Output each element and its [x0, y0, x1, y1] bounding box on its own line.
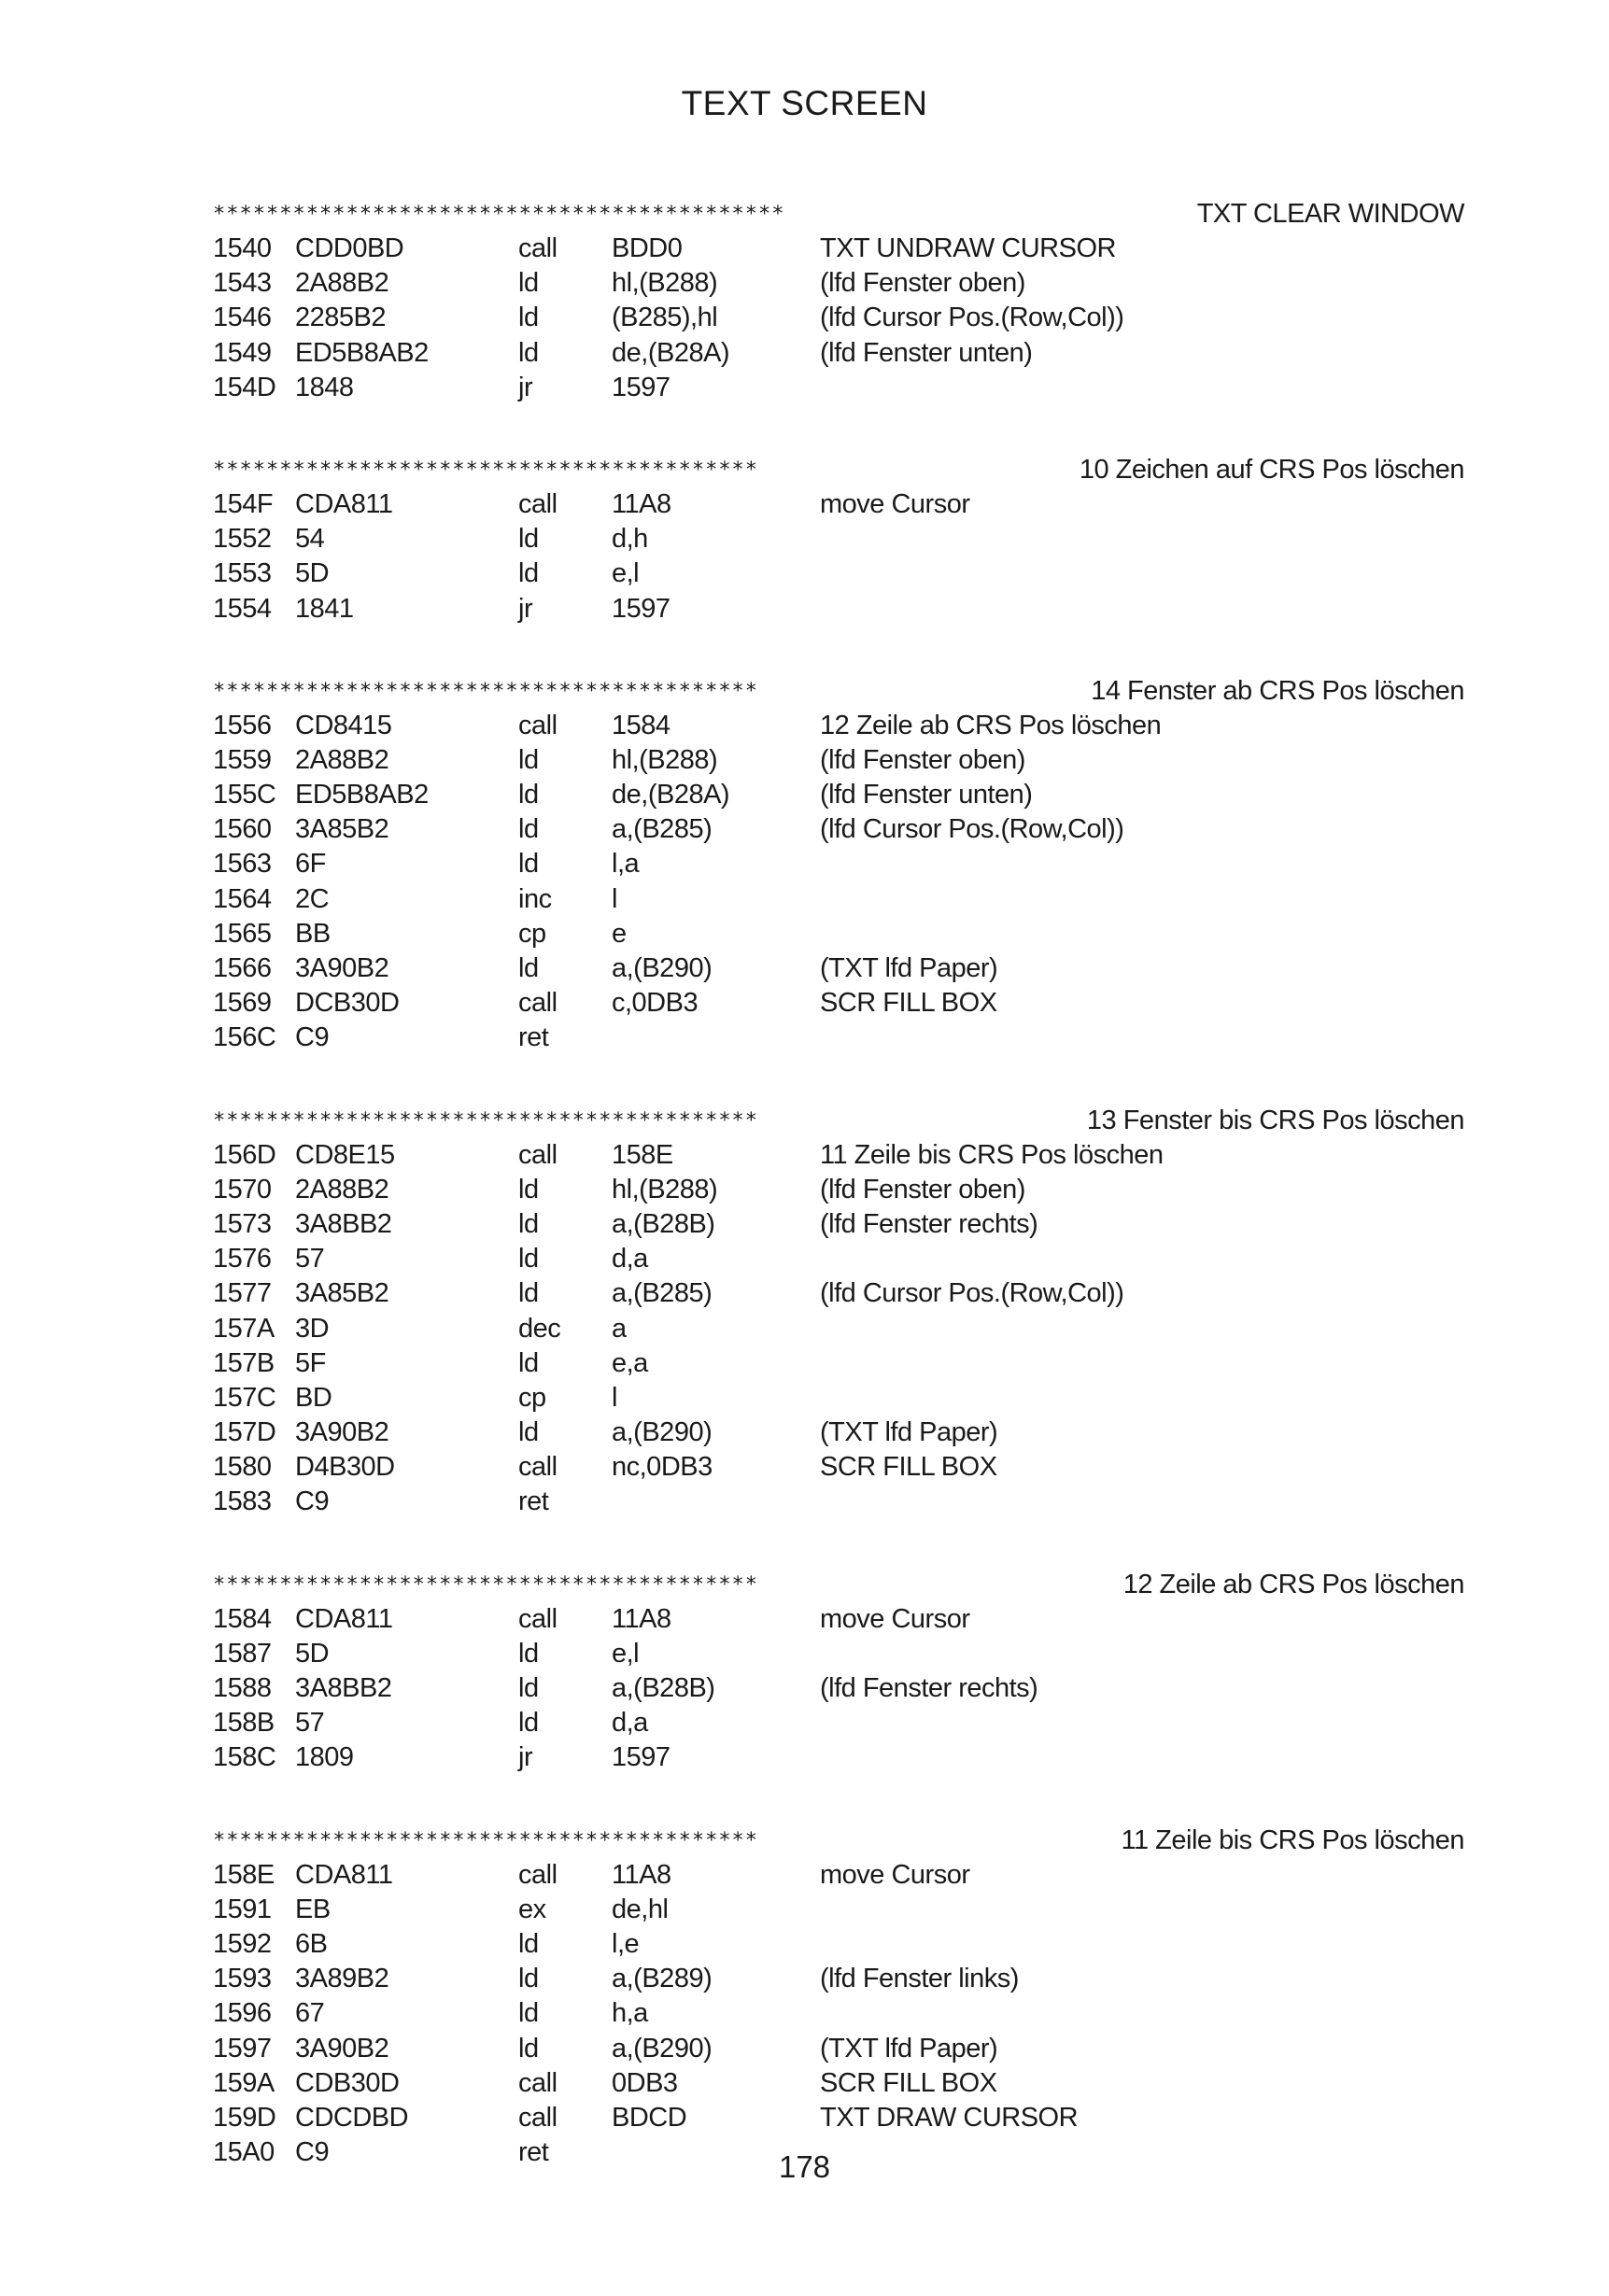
comment: (lfd Fenster unten) [820, 780, 1033, 810]
separator-stars: ***************************************** [213, 458, 759, 482]
hex-bytes: 6B [295, 1928, 328, 1959]
address: 1576 [213, 1244, 272, 1275]
operand: d,a [612, 1708, 648, 1739]
operand: l [612, 883, 617, 914]
mnemonic: call [518, 710, 558, 740]
routine-section [213, 1103, 1464, 1520]
separator-stars: ***************************************** [213, 1828, 759, 1852]
code-line [213, 487, 1464, 522]
hex-bytes: BB [295, 918, 331, 949]
hex-bytes: ED5B8AB2 [295, 780, 429, 810]
hex-bytes: 1841 [295, 593, 354, 624]
address: 157B [213, 1347, 275, 1378]
comment: (lfd Fenster links) [820, 1964, 1019, 1994]
mnemonic: call [518, 1139, 558, 1170]
hex-bytes: 57 [295, 1708, 325, 1739]
code-line [213, 1962, 1464, 1996]
address: 159D [213, 2102, 276, 2133]
comment: move Cursor [820, 1859, 970, 1890]
mnemonic: ret [518, 2137, 549, 2168]
code-line [213, 336, 1464, 371]
address: 1565 [213, 918, 272, 949]
operand: c,0DB3 [612, 988, 699, 1019]
mnemonic: call [518, 2102, 558, 2133]
code-line [213, 951, 1464, 986]
address: 1597 [213, 2033, 272, 2064]
address: 1584 [213, 1603, 272, 1634]
code-line [213, 1242, 1464, 1276]
comment: TXT DRAW CURSOR [820, 2102, 1079, 2133]
mnemonic: cp [518, 918, 546, 949]
operand: a,(B290) [612, 1417, 713, 1448]
mnemonic: ld [518, 524, 539, 555]
mnemonic: dec [518, 1313, 561, 1344]
mnemonic: ld [518, 1208, 539, 1239]
hex-bytes: CD8E15 [295, 1139, 395, 1170]
comment: (lfd Fenster rechts) [820, 1208, 1038, 1239]
operand: BDCD [612, 2102, 687, 2133]
comment: SCR FILL BOX [820, 2067, 997, 2098]
operand: 1597 [612, 372, 670, 402]
separator-stars: ******************************************* [213, 203, 785, 226]
code-line [213, 2032, 1464, 2066]
page-title: TEXT SCREEN [681, 84, 928, 122]
operand: a,(B290) [612, 953, 713, 983]
address: 1546 [213, 303, 272, 333]
comment: SCR FILL BOX [820, 988, 997, 1019]
comment: (lfd Cursor Pos.(Row,Col)) [820, 814, 1124, 845]
routine-section [213, 673, 1464, 1056]
hex-bytes: BD [295, 1382, 332, 1413]
address: 1583 [213, 1486, 272, 1517]
operand: 0DB3 [612, 2067, 678, 2098]
mnemonic: ld [518, 1998, 539, 2029]
comment: (lfd Fenster rechts) [820, 1673, 1038, 1703]
hex-bytes: CD8415 [295, 710, 392, 740]
mnemonic: call [518, 1859, 558, 1890]
comment: (lfd Fenster oben) [820, 744, 1025, 775]
address: 158C [213, 1742, 276, 1773]
address: 1580 [213, 1452, 272, 1483]
address: 1587 [213, 1638, 272, 1669]
code-line [213, 1276, 1464, 1311]
hex-bytes: C9 [295, 2137, 330, 2168]
hex-bytes: CDB30D [295, 2067, 400, 2098]
mnemonic: ld [518, 337, 539, 368]
code-line [213, 1602, 1464, 1637]
hex-bytes: D4B30D [295, 1452, 395, 1483]
mnemonic: ld [518, 849, 539, 880]
address: 1569 [213, 988, 272, 1019]
mnemonic: call [518, 1603, 558, 1634]
address: 1554 [213, 593, 272, 624]
section-title: 14 Fenster ab CRS Pos löschen [1078, 673, 1464, 709]
hex-bytes: 3A8BB2 [295, 1673, 392, 1703]
section-title: 10 Zeichen auf CRS Pos löschen [1066, 452, 1464, 487]
operand: e,a [612, 1347, 648, 1378]
address: 1563 [213, 849, 272, 880]
mnemonic: inc [518, 883, 552, 914]
operand: (B285),hl [612, 303, 718, 333]
hex-bytes: EB [295, 1894, 331, 1924]
hex-bytes: 3A89B2 [295, 1964, 389, 1994]
separator-stars: ***************************************** [213, 679, 759, 703]
comment: (TXT lfd Paper) [820, 1417, 998, 1448]
section-header [213, 196, 1464, 232]
operand: BDD0 [612, 233, 683, 263]
code-line [213, 1671, 1464, 1706]
operand: a,(B28B) [612, 1673, 715, 1703]
address: 156C [213, 1022, 276, 1053]
address: 1552 [213, 524, 272, 555]
code-line [213, 2101, 1464, 2135]
address: 1549 [213, 337, 272, 368]
routine-section [213, 1823, 1464, 2171]
code-line [213, 1173, 1464, 1207]
operand: l,a [612, 849, 640, 880]
hex-bytes: 3A8BB2 [295, 1208, 392, 1239]
address: 1591 [213, 1894, 272, 1924]
operand: l [612, 1382, 617, 1413]
code-line [213, 1706, 1464, 1740]
address: 1540 [213, 233, 272, 263]
hex-bytes: 3A90B2 [295, 2033, 389, 2064]
address: 1577 [213, 1278, 272, 1309]
mnemonic: ld [518, 1347, 539, 1378]
hex-bytes: 6F [295, 849, 326, 880]
comment: (lfd Fenster unten) [820, 337, 1033, 368]
mnemonic: ld [518, 953, 539, 983]
code-line [213, 1927, 1464, 1962]
hex-bytes: 54 [295, 524, 325, 555]
hex-bytes: CDA811 [295, 488, 393, 519]
operand: 1584 [612, 710, 670, 740]
assembly-listing [213, 196, 1464, 2217]
address: 1592 [213, 1928, 272, 1959]
hex-bytes: 2A88B2 [295, 1174, 389, 1204]
address: 154D [213, 372, 276, 402]
section-header [213, 1567, 1464, 1602]
mnemonic: jr [518, 372, 533, 402]
mnemonic: ld [518, 814, 539, 845]
address: 15A0 [213, 2137, 275, 2168]
hex-bytes: 2A88B2 [295, 268, 389, 299]
address: 1596 [213, 1998, 272, 2029]
hex-bytes: 67 [295, 1998, 325, 2029]
operand: 11A8 [612, 1603, 671, 1634]
hex-bytes: CDA811 [295, 1603, 393, 1634]
mnemonic: ld [518, 1174, 539, 1204]
mnemonic: ret [518, 1022, 549, 1053]
mnemonic: ld [518, 303, 539, 333]
comment: (TXT lfd Paper) [820, 953, 998, 983]
mnemonic: jr [518, 593, 533, 624]
address: 1566 [213, 953, 272, 983]
comment: 12 Zeile ab CRS Pos löschen [820, 710, 1162, 740]
code-line [213, 709, 1464, 743]
code-line [213, 2066, 1464, 2101]
address: 158E [213, 1859, 275, 1890]
hex-bytes: DCB30D [295, 988, 400, 1019]
mnemonic: cp [518, 1382, 546, 1413]
mnemonic: ex [518, 1894, 546, 1924]
operand: h,a [612, 1998, 648, 2029]
operand: a,(B285) [612, 1278, 713, 1309]
comment: (lfd Cursor Pos.(Row,Col)) [820, 303, 1124, 333]
mnemonic: call [518, 988, 558, 1019]
operand: d,h [612, 524, 648, 555]
hex-bytes: 57 [295, 1244, 325, 1275]
comment: TXT UNDRAW CURSOR [820, 233, 1116, 263]
address: 155C [213, 780, 276, 810]
comment: (lfd Fenster oben) [820, 268, 1025, 299]
code-line [213, 232, 1464, 266]
code-line [213, 592, 1464, 627]
code-line [213, 1312, 1464, 1346]
code-line [213, 1858, 1464, 1893]
operand: a,(B285) [612, 814, 713, 845]
operand: a,(B289) [612, 1964, 713, 1994]
comment: 11 Zeile bis CRS Pos löschen [820, 1139, 1164, 1170]
hex-bytes: ED5B8AB2 [295, 337, 429, 368]
code-line [213, 986, 1464, 1021]
comment: move Cursor [820, 1603, 970, 1634]
section-title: 13 Fenster bis CRS Pos löschen [1074, 1103, 1464, 1138]
code-line [213, 917, 1464, 951]
mnemonic: ld [518, 780, 539, 810]
hex-bytes: 2285B2 [295, 303, 386, 333]
address: 1588 [213, 1673, 272, 1703]
address: 157D [213, 1417, 276, 1448]
hex-bytes: 3A90B2 [295, 1417, 389, 1448]
code-line [213, 812, 1464, 847]
operand: hl,(B288) [612, 268, 718, 299]
address: 1564 [213, 883, 272, 914]
separator-stars: ***************************************** [213, 1108, 759, 1133]
operand: 11A8 [612, 1859, 671, 1890]
operand: a [612, 1313, 627, 1344]
operand: e,l [612, 1638, 640, 1669]
mnemonic: ld [518, 558, 539, 589]
hex-bytes: CDD0BD [295, 233, 404, 263]
hex-bytes: 3D [295, 1313, 330, 1344]
code-line [213, 1740, 1464, 1775]
address: 154F [213, 488, 274, 519]
section-header [213, 1103, 1464, 1138]
section-title: 11 Zeile bis CRS Pos löschen [1108, 1823, 1464, 1858]
code-line [213, 1346, 1464, 1381]
mnemonic: call [518, 2067, 558, 2098]
operand: 11A8 [612, 488, 671, 519]
code-line [213, 1021, 1464, 1055]
address: 1553 [213, 558, 272, 589]
hex-bytes: CDCDBD [295, 2102, 409, 2133]
address: 159A [213, 2067, 275, 2098]
code-line [213, 266, 1464, 301]
operand: 1597 [612, 593, 670, 624]
code-line [213, 556, 1464, 591]
address: 1543 [213, 268, 272, 299]
hex-bytes: 1809 [295, 1742, 354, 1773]
mnemonic: ld [518, 1928, 539, 1959]
code-line [213, 522, 1464, 556]
address: 1556 [213, 710, 272, 740]
mnemonic: ld [518, 1638, 539, 1669]
hex-bytes: CDA811 [295, 1859, 393, 1890]
operand: hl,(B288) [612, 744, 718, 775]
address: 158B [213, 1708, 275, 1739]
section-header [213, 673, 1464, 709]
hex-bytes: 5F [295, 1347, 326, 1378]
code-line [213, 1450, 1464, 1485]
mnemonic: ld [518, 1244, 539, 1275]
hex-bytes: 2A88B2 [295, 744, 389, 775]
code-line [213, 1996, 1464, 2031]
operand: l,e [612, 1928, 640, 1959]
hex-bytes: C9 [295, 1022, 330, 1053]
hex-bytes: 2C [295, 883, 330, 914]
mnemonic: ld [518, 1673, 539, 1703]
code-line [213, 743, 1464, 778]
operand: a,(B290) [612, 2033, 713, 2064]
mnemonic: ld [518, 1964, 539, 1994]
code-line [213, 1485, 1464, 1519]
code-line [213, 1138, 1464, 1173]
code-line [213, 1637, 1464, 1671]
mnemonic: jr [518, 1742, 533, 1773]
section-title: 12 Zeile ab CRS Pos löschen [1110, 1567, 1464, 1602]
mnemonic: call [518, 488, 558, 519]
operand: de,(B28A) [612, 337, 730, 368]
mnemonic: call [518, 233, 558, 263]
address: 1593 [213, 1964, 272, 1994]
address: 1560 [213, 814, 272, 845]
hex-bytes: C9 [295, 1486, 330, 1517]
comment: (lfd Fenster oben) [820, 1174, 1025, 1204]
operand: a,(B28B) [612, 1208, 715, 1239]
hex-bytes: 1848 [295, 372, 354, 402]
operand: e,l [612, 558, 640, 589]
comment: move Cursor [820, 488, 970, 519]
code-line [213, 882, 1464, 917]
mnemonic: ld [518, 1278, 539, 1309]
hex-bytes: 3A85B2 [295, 1278, 389, 1309]
operand: hl,(B288) [612, 1174, 718, 1204]
code-line [213, 847, 1464, 881]
address: 157C [213, 1382, 276, 1413]
code-line [213, 1207, 1464, 1242]
code-line [213, 1416, 1464, 1450]
hex-bytes: 3A85B2 [295, 814, 389, 845]
routine-section [213, 1567, 1464, 1776]
mnemonic: ld [518, 1708, 539, 1739]
address: 1559 [213, 744, 272, 775]
routine-section [213, 196, 1464, 405]
code-line [213, 1381, 1464, 1416]
section-header [213, 1823, 1464, 1858]
page-number: 178 [778, 2149, 831, 2184]
code-line [213, 1893, 1464, 1927]
operand: 158E [612, 1139, 673, 1170]
mnemonic: call [518, 1452, 558, 1483]
mnemonic: ld [518, 1417, 539, 1448]
mnemonic: ld [518, 2033, 539, 2064]
address: 1573 [213, 1208, 272, 1239]
mnemonic: ld [518, 744, 539, 775]
routine-section [213, 452, 1464, 627]
mnemonic: ret [518, 1486, 549, 1517]
operand: nc,0DB3 [612, 1452, 713, 1483]
code-line [213, 301, 1464, 335]
code-line [213, 371, 1464, 405]
operand: de,(B28A) [612, 780, 730, 810]
operand: 1597 [612, 1742, 670, 1773]
mnemonic: ld [518, 268, 539, 299]
hex-bytes: 5D [295, 558, 330, 589]
comment: (lfd Cursor Pos.(Row,Col)) [820, 1278, 1124, 1309]
operand: de,hl [612, 1894, 669, 1924]
address: 156D [213, 1139, 276, 1170]
comment: SCR FILL BOX [820, 1452, 997, 1483]
code-line [213, 778, 1464, 812]
section-title: TXT CLEAR WINDOW [1184, 196, 1464, 232]
operand: e [612, 918, 627, 949]
address: 1570 [213, 1174, 272, 1204]
section-header [213, 452, 1464, 487]
hex-bytes: 3A90B2 [295, 953, 389, 983]
address: 157A [213, 1313, 275, 1344]
comment: (TXT lfd Paper) [820, 2033, 998, 2064]
hex-bytes: 5D [295, 1638, 330, 1669]
operand: d,a [612, 1244, 648, 1275]
separator-stars: ***************************************** [213, 1572, 759, 1597]
